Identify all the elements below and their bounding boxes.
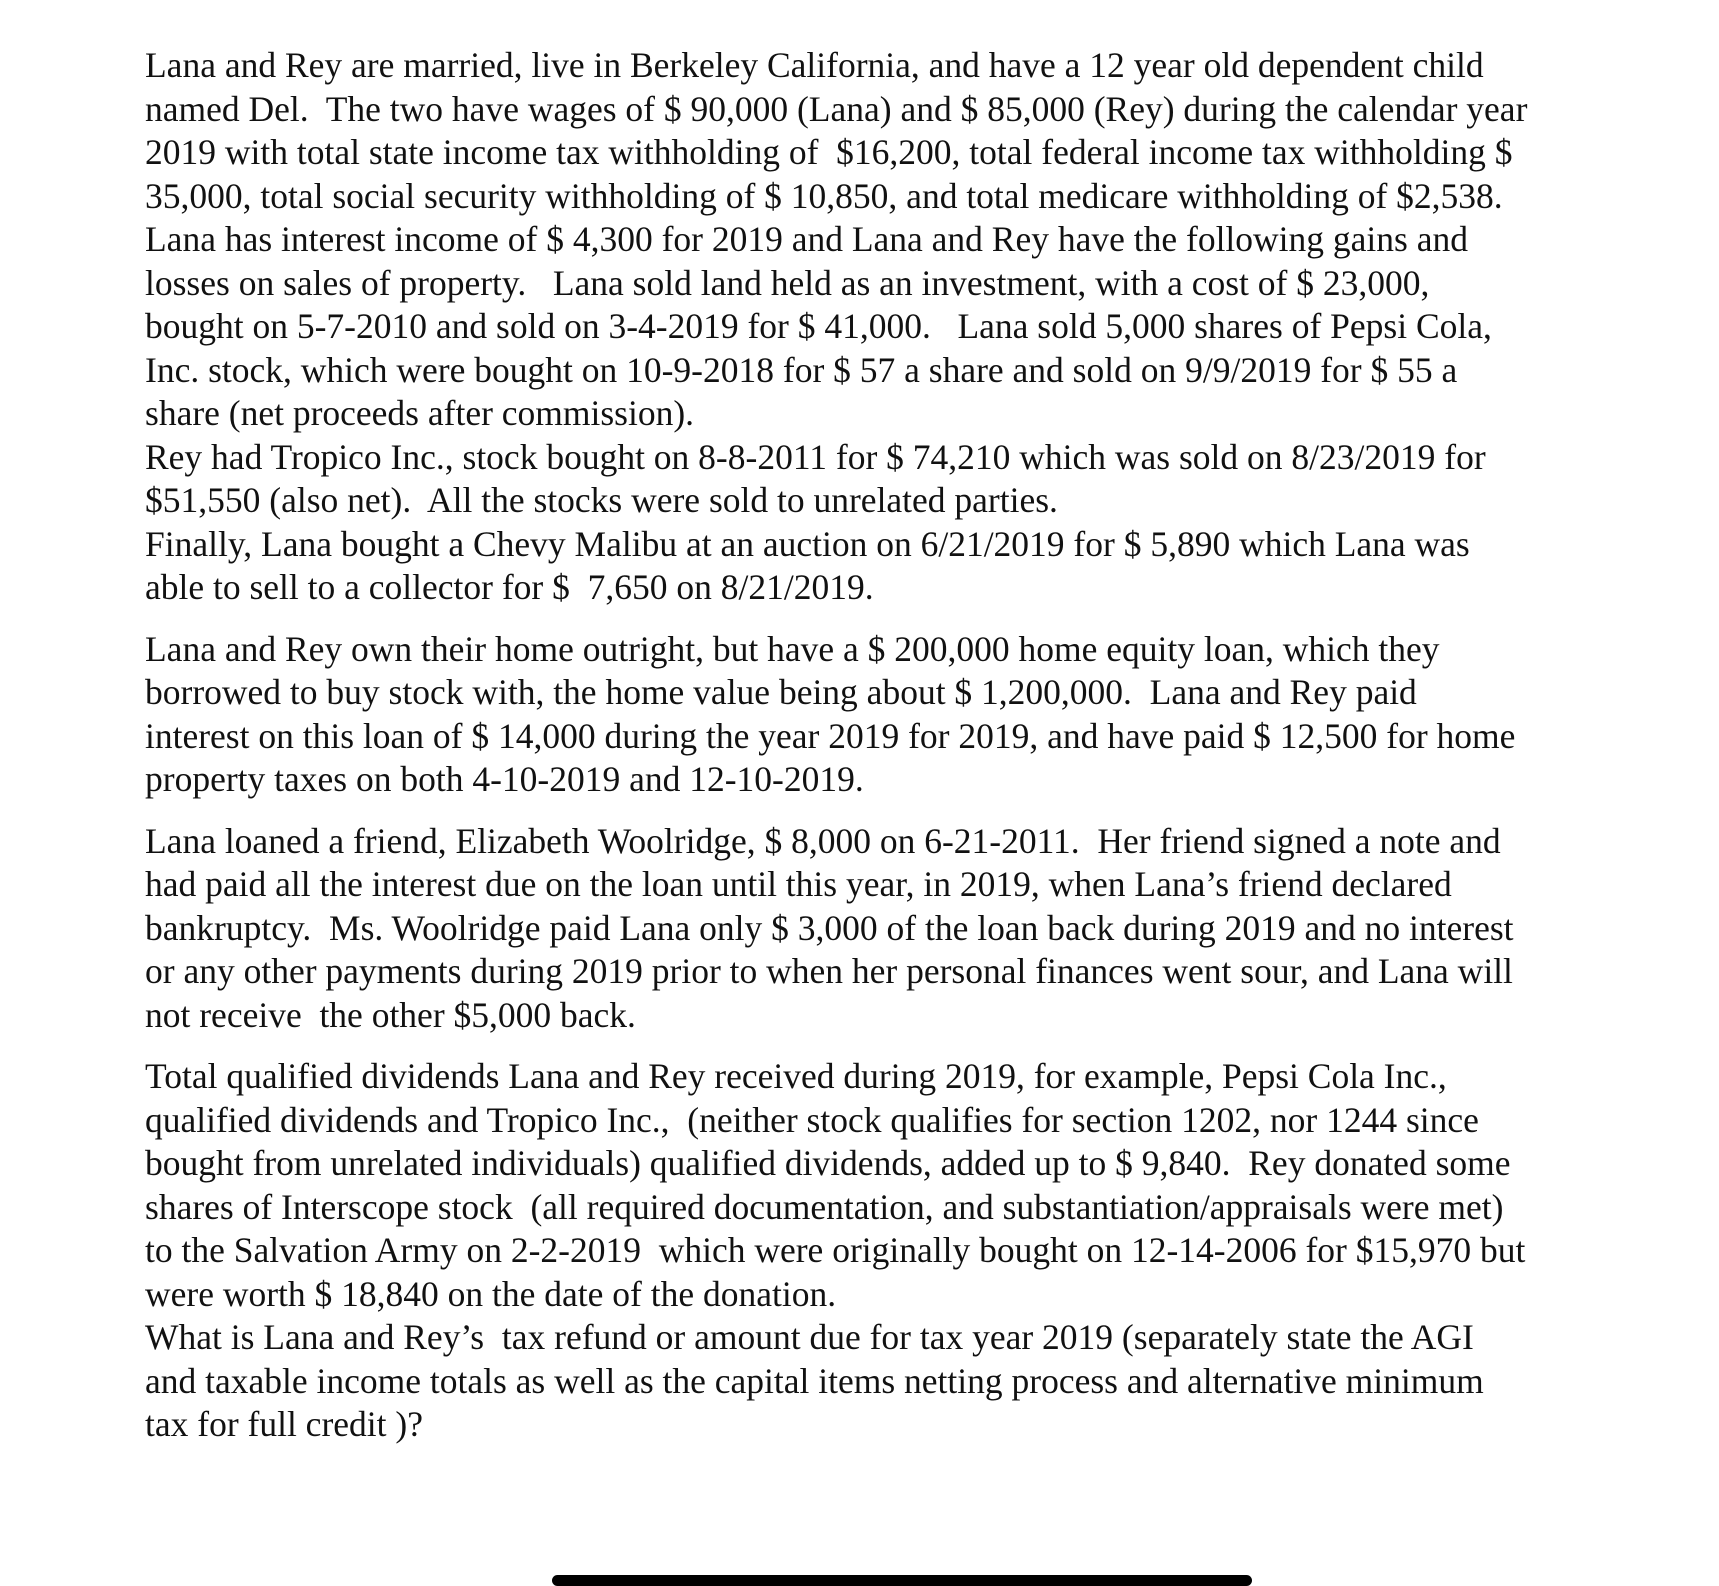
home-indicator-bar[interactable] [552, 1575, 1252, 1586]
text-line: borrowed to buy stock with, the home value being about $ 1,200,000. Lana and Rey paid [145, 672, 1417, 712]
text-line: interest on this loan of $ 14,000 during the year 2019 for 2019, and have paid $ 12,500 for home [145, 715, 1516, 756]
text-line: Lana has interest income of $ 4,300 for 2019 and Lana and Rey have the following gains and [145, 219, 1468, 259]
text-line: able to sell to a collector for $ 7,650 on 8/21/2019. [145, 567, 874, 607]
text-line: Finally, Lana bought a Chevy Malibu at an auction on 6/21/2019 for $ 5,890 which Lana was [145, 523, 1470, 564]
text-line: and taxable income totals as well as the capital items netting process and alternative minimum [145, 1360, 1484, 1401]
text-line: property taxes on both 4-10-2019 and 12-10-2019. [145, 759, 864, 799]
text-line: Lana and Rey own their home outright, but have a $ 200,000 home equity loan, which they [145, 628, 1440, 669]
text-line: Total qualified dividends Lana and Rey received during 2019, for example, Pepsi Cola Inc., [145, 1056, 1447, 1096]
text-line: share (net proceeds after commission). [145, 393, 695, 433]
problem-document [145, 44, 1615, 1465]
paragraph-home-equity-loan [145, 628, 1615, 802]
text-line: Lana and Rey are married, live in Berkeley California, and have a 12 year old dependent child [145, 45, 1484, 85]
paragraph-income-and-sales [145, 44, 1615, 610]
paragraph-dividends-and-question [145, 1055, 1615, 1447]
text-line: 35,000, total social security withholding of $ 10,850, and total medicare withholding of $2,538. [145, 175, 1503, 216]
text-line: bought from unrelated individuals) qualified dividends, added up to $ 9,840. Rey donated some [145, 1143, 1511, 1183]
text-line: had paid all the interest due on the loan until this year, in 2019, when Lana’s friend declared [145, 864, 1452, 904]
text-line: to the Salvation Army on 2-2-2019 which were originally bought on 12-14-2006 for $15,970 but [145, 1230, 1526, 1270]
text-line: tax for full credit )? [145, 1404, 423, 1444]
text-line: not receive the other $5,000 back. [145, 994, 636, 1035]
text-line: Inc. stock, which were bought on 10-9-2018 for $ 57 a share and sold on 9/9/2019 for $ 55 a [145, 349, 1458, 390]
text-line: or any other payments during 2019 prior to when her personal finances went sour, and Lana will [145, 951, 1513, 991]
text-line: $51,550 (also net). All the stocks were sold to unrelated parties. [145, 480, 1058, 520]
text-line: bankruptcy. Ms. Woolridge paid Lana only $ 3,000 of the loan back during 2019 and no interest [145, 907, 1514, 948]
text-line: were worth $ 18,840 on the date of the donation. [145, 1273, 837, 1314]
paragraph-bad-debt [145, 820, 1615, 1038]
text-line: Rey had Tropico Inc., stock bought on 8-8-2011 for $ 74,210 which was sold on 8/23/2019 for [145, 436, 1486, 477]
text-line: named Del. The two have wages of $ 90,000 (Lana) and $ 85,000 (Rey) during the calendar year [145, 88, 1528, 129]
text-line: What is Lana and Rey’s tax refund or amount due for tax year 2019 (separately state the AGI [145, 1317, 1474, 1357]
text-line: bought on 5-7-2010 and sold on 3-4-2019 for $ 41,000. Lana sold 5,000 shares of Pepsi Cola, [145, 306, 1492, 346]
text-line: qualified dividends and Tropico Inc., (neither stock qualifies for section 1202, nor 1244 since [145, 1099, 1479, 1140]
text-line: shares of Interscope stock (all required documentation, and substantiation/appraisals were met) [145, 1186, 1504, 1227]
text-line: 2019 with total state income tax withholding of $16,200, total federal income tax withholding $ [145, 132, 1513, 172]
text-line: losses on sales of property. Lana sold land held as an investment, with a cost of $ 23,000, [145, 262, 1430, 303]
text-line: Lana loaned a friend, Elizabeth Woolridge, $ 8,000 on 6-21-2011. Her friend signed a note and [145, 820, 1501, 861]
